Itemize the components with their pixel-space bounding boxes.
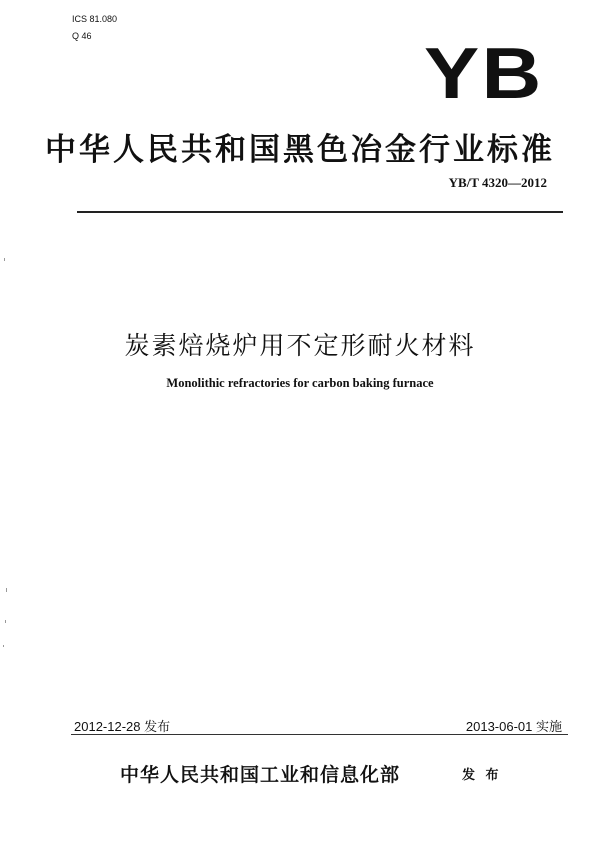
publisher-suffix: 发 布 [462, 768, 502, 783]
implementation-date: 2013-06-01 实施 [465, 719, 562, 734]
document-title-chinese: 炭素焙烧炉用不定形耐火材料 [124, 331, 476, 360]
scan-speck [6, 588, 7, 592]
yb-logo: YB [424, 34, 544, 114]
header-divider [77, 211, 563, 213]
ics-code: ICS 81.080 [72, 14, 118, 24]
issue-date: 2012-12-28 发布 [74, 719, 171, 734]
ccs-code: Q 46 [72, 31, 92, 41]
publisher-name: 中华人民共和国工业和信息化部 [120, 764, 401, 786]
scan-speck [5, 620, 6, 623]
scan-speck [3, 645, 4, 647]
document-title-english: Monolithic refractories for carbon baking furnace [166, 376, 434, 390]
footer-divider [71, 734, 568, 735]
header-title: 中华人民共和国黑色冶金行业标准 [45, 132, 555, 168]
scan-speck [4, 258, 5, 261]
standard-number: YB/T 4320—2012 [448, 175, 547, 190]
